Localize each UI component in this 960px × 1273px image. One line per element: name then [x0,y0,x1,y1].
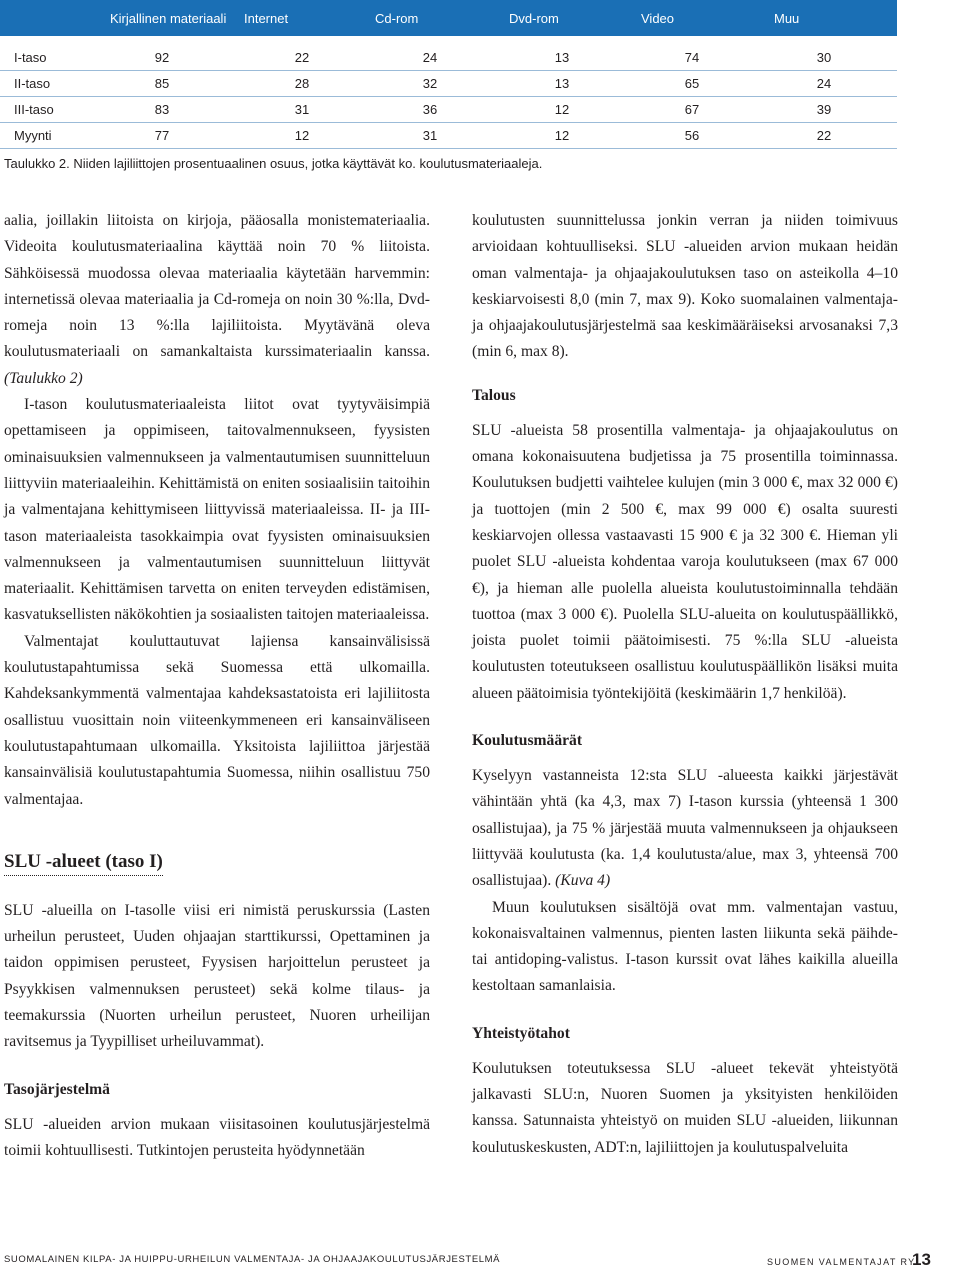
table-cell: 12 [554,128,570,143]
table-cell: 56 [684,128,700,143]
table-reference: (Taulukko 2) [4,369,83,387]
table-cell: 30 [816,50,832,65]
paragraph: SLU -alueiden arvion mukaan viisitasoinen koulutusjärjestelmä toimii kohtuullisesti. Tutkintojen perusteita hyödynnetään [4,1115,430,1159]
table-cell: 83 [154,102,170,117]
footer-publisher: SUOMEN VALMENTAJAT RY [767,1257,916,1267]
paragraph [4,208,430,392]
row-divider [0,148,897,149]
table-cell: 36 [422,102,438,117]
table-cell: 32 [422,76,438,91]
paragraph: koulutusten suunnittelussa jonkin verran ja niiden toimivuus arvioidaan kohtuulliseksi. SLU -alueiden arvion mukaan heidän oman valmentaja- ja ohjaajakoulutuksen taso on asteikolla 4–10 keskiarvoisesti 8,0 (min 7, max 9). Koko suomalainen valmentaja- ja ohjaajakoulutusjärjestelmä saa keskimääräiseksi arvosanaksi 7,3 (min 6, max 8). [472,212,898,361]
subheading: Yhteistyötahot [472,1024,570,1042]
paragraph: Koulutuksen toteutuksessa SLU -alueet tekevät yhteistyötä jalkavasti SLU:n, Nuoren Suomen ja yksityisten henkilöiden kanssa. Satunnaista yhteistyö on muiden SLU -alueiden, liikunnan koulutuskeskusten, ADT:n, lajiliittojen ja koulutuspalveluita [472,1059,898,1156]
col-header: Video [641,11,675,26]
table-row [0,96,897,122]
table-cell: 31 [294,102,310,117]
table-cell: 92 [154,50,170,65]
col-header: Internet [244,11,289,26]
paragraph [472,763,898,894]
paragraph: SLU -alueista 58 prosentilla valmentaja- ja ohjaajakoulutus on omana kokonaisuutena budjetissa ja 75 prosentilla toiminnassa. Koulutuksen budjetti vaihtelee kulujen (min 3 000 €, max 32 000 €) ja tuottojen (min 2 500 €, max 99 000 €) osalta suuresti keskiarvojen ollessa vastaavasti 15 900 € ja 32 300 €. Hieman yli puolet SLU -alueista kohdentaa varoja koulutukseen (max 67 000 €), ja hieman alle puolella alueista koulutustoiminnalla tehdään tuottoa (max 3 000 €). Puolella SLU-alueita on koulutuspäällikkö, joista puolet toimii päätoimisesti. 75 %:lla SLU -alueista koulutusten toteutukseen osallistuu koulutuspäällikön lisäksi muita alueen päätoimisia työntekijöitä (keskimäärin 1,7 henkilöä). [472,421,898,702]
table-cell: 13 [554,50,570,65]
table-cell: 65 [684,76,700,91]
row-label: II-taso [14,76,51,91]
paragraph: I-tason koulutusmateriaaleista liitot ovat tyytyväisimpiä opettamiseen ja oppimiseen, taitovalmennukseen, fyysisten ominaisuuksien valmennukseen ja valmentautumisen suunnitteluun liittyviin materiaaleihin. Kehittämistä on eniten sosiaalisiin taitoihin ja valmentajana kehittymiseen liittyvissä materiaaleissa. II- ja III-tason materiaaleista tasokkaimpia ovat fyysisten ominaisuuksien valmennukseen ja valmentautumisen suunnitteluun liittyvät materiaalit. Kehittämisen tarvetta on eniten terveyden edistämisen, kasvatuksellisten näkökohtien ja sosiaalisten taitojen materiaaleissa. [4,396,430,624]
paragraph-text: aalia, joillakin liitoista on kirjoja, pääosalla monistemateriaalia. Videoita koulutusmateriaalina käyttää noin 70 % liitoista. Sähköisessä muodossa olevaa materiaalia käytetään harvemmin: internetissä olevaa materiaalia ja Cd-romeja on noin 30 %:lla, Dvd-romeja noin 13 %:lla lajiliitoista. Myytävänä oleva koulutusmateriaali on samankaltaista kurssimateriaalin kanssa. [4,212,430,361]
row-label: I-taso [14,50,47,65]
figure-reference: (Kuva 4) [555,872,611,890]
table-cell: 12 [294,128,310,143]
table-caption: Taulukko 2. Niiden lajiliittojen prosentuaalinen osuus, jotka käyttävät ko. koulutusmateriaaleja. [4,156,543,171]
table-row [0,70,897,96]
paragraph: Valmentajat kouluttautuvat lajiensa kansainvälisissä koulutustapahtumissa sekä Suomessa että ulkomailla. Kahdeksankymmentä valmentajaa kahdeksastatoista eri lajiliitosta osallistuu vuosittain noin viiteenkymmeneen eri kansainväliseen koulutustapahtumaan ulkomailla. Yksitoista lajiliittoa järjestää kansainvälisiä koulutustapahtumia Suomessa, niihin osallistuu 750 valmentajaa. [4,632,430,808]
subheading: Talous [472,386,516,404]
table-row [0,122,897,148]
table-cell: 22 [816,128,832,143]
table-cell: 74 [684,50,700,65]
subheading: Koulutusmäärät [472,732,583,750]
paragraph-text: Kyselyyn vastanneista 12:sta SLU -alueesta kaikki järjestävät vähintään yhtä (ka 4,3, max 7) I-tason kurssia (yhteensä 1 300 osallistujaa), ja 75 % järjestää muuta valmennukseen ja ohjaukseen liittyvää koulutusta (ka. 1,4 koulutusta/alue, max 3, yhteensä 700 osallistujaa). [472,767,898,890]
table-cell: 77 [154,128,170,143]
row-label: III-taso [14,102,54,117]
table-cell: 39 [816,102,832,117]
table-cell: 85 [154,76,170,91]
col-header: Kirjallinen materiaali [110,11,227,26]
table-cell: 31 [422,128,438,143]
table-cell: 24 [816,76,832,91]
footer-title: SUOMALAINEN KILPA- JA HUIPPU-URHEILUN VALMENTAJA- JA OHJAAJAKOULUTUSJÄRJESTELMÄ [4,1254,501,1265]
paragraph: SLU -alueilla on I-tasolle viisi eri nimistä peruskurssia (Lasten urheilun perusteet, Uuden ohjaajan starttikurssi, Opettaminen ja taidon oppimisen perusteet, Fyysisen harjoittelun perusteet ja Psyykkisen valmennuksen perusteet) sekä kolme tilaus- ja teemakurssia (Nuorten urheilun perusteet, Nuoren urheilijan ravitsemus ja Tyypilliset urheiluvammat). [4,901,430,1051]
table-cell: 22 [294,50,310,65]
col-header: Dvd-rom [509,11,559,26]
col-header: Cd-rom [375,11,419,26]
paragraph: Muun koulutuksen sisältöjä ovat mm. valmentajan vastuu, kokonaisvaltainen valmennus, pienten lasten liikunta sekä päihde- tai antidoping-valistus. I-tason kurssit ovat lähes kaikilla alueilla kestoltaan samanlaisia. [472,898,898,995]
table-header [0,0,897,36]
row-label: Myynti [14,128,52,143]
table-cell: 67 [684,102,700,117]
table-cell: 24 [422,50,438,65]
table-cell: 28 [294,76,310,91]
subheading: Tasojärjestelmä [4,1080,110,1098]
table-row [0,44,897,70]
left-column [4,208,430,1164]
table-cell: 13 [554,76,570,91]
table-cell: 12 [554,102,570,117]
col-header: Muu [774,11,800,26]
page-number: 13 [912,1250,931,1269]
section-heading: SLU -alueet (taso I) [4,849,163,876]
right-column [472,208,898,1161]
